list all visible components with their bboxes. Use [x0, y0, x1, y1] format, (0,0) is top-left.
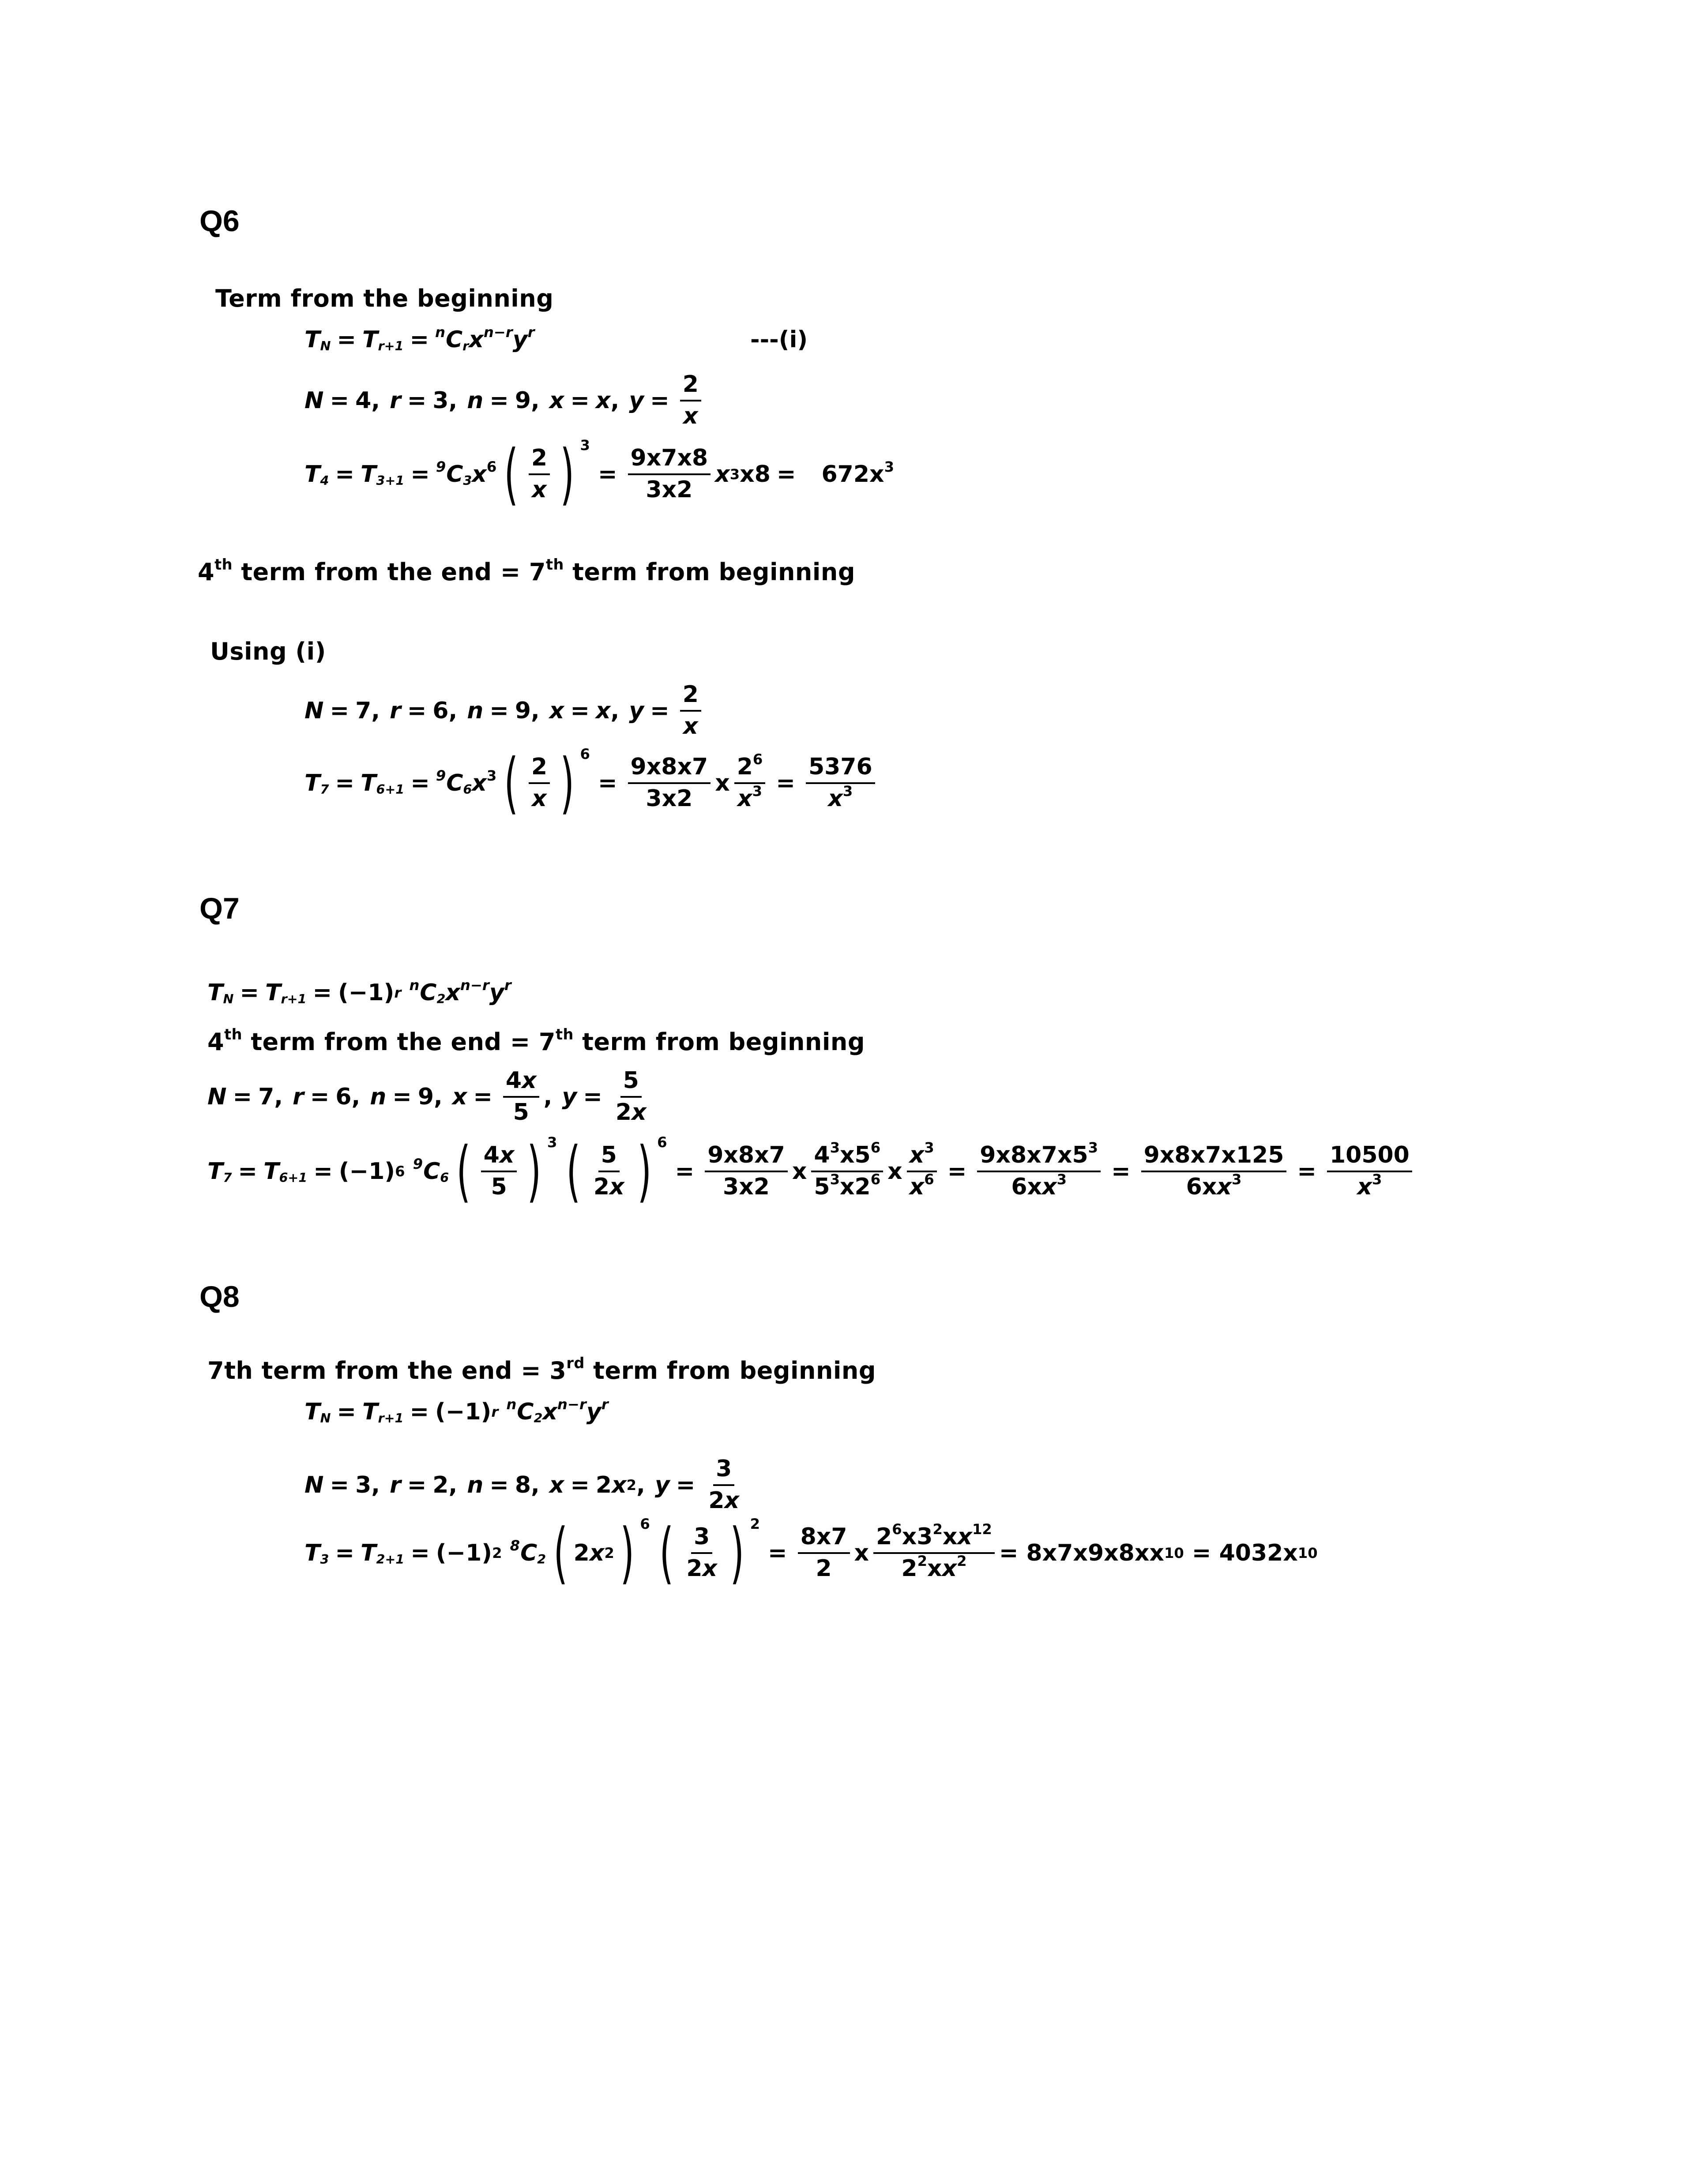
q6-general-term-formula: $T_N$ = $T_{r+1}$ = $^nC_rx^{n-r}y^r$ [305, 323, 535, 354]
q8-general-term-formula: $T_N$ = $T_{r+1}$ = (−1) r $^nC_2x^{n-r}y^r$ [305, 1396, 609, 1426]
q7-heading: Q7 [199, 892, 240, 925]
q6-t7-computation: $T_7$ = $T_{6+1}$ = $^9C_6x^3$ ( $\frac{2}{x}$ ) 6 = $\frac{9x8x7}{3x2}$ x $\frac{2^6}{x^3}$ = $\frac{5376}{x^3}$ [305, 750, 880, 816]
q6-t7-result: 5376 [806, 754, 875, 784]
q6-values-2: N = 7, r = 6, n = 9, x = x , y = $\frac{2}{x}$ [305, 682, 706, 740]
q6-values-1: N = 4, r = 3, n = 9, x = x , y = $\frac{2}{x}$ [305, 372, 706, 430]
q6-using-ref: Using (i) [210, 638, 326, 665]
q6-intro: Term from the beginning [215, 285, 554, 312]
q8-end-term-line: 7th term from the end = 3rd term from beginning [207, 1354, 876, 1385]
q7-t7-computation: $T_7$ = $T_{6+1}$ = (−1) 6 $^9C_6$ ( $\frac{4x}{5}$ ) 3 ( $\frac{5}{2x}$ ) 6 = $\frac{9x8x7}{3x2}$ x $\frac{4^3x5^6}{5^3x2^6}$ x $\frac{x^3}{x^6}$ = $\frac{9x8x7x5^3}{6xx^3}$ = $\frac{9x8x7x125}{6xx^3}$ = $\frac{10500}{x^3}$ [207, 1138, 1417, 1205]
q8-intermediate: = 8x7x9x8xx [999, 1540, 1164, 1566]
q7-general-term-formula: $T_N$ = $T_{r+1}$ = (−1) r $^nC_2x^{n-r}y^r$ [207, 976, 511, 1007]
q8-t3-computation: $T_3$ = $T_{2+1}$ = (−1) 2 $^8C_2$ ( 2 x 2 ) 6 ( $\frac{3}{2x}$ ) 2 = $\frac{8x7}{2}$ x $\frac{2^6x3^2xx^{12}}{2^2xx^2}$ = 8x7x9x8xx 10 = 4032x 10 [305, 1515, 1318, 1591]
q7-values: N = 7, r = 6, n = 9, x = $\frac{4x}{5}$ , y = $\frac{5}{2x}$ [207, 1067, 647, 1126]
q8-heading: Q8 [199, 1280, 240, 1313]
q8-result: = 4032x [1192, 1540, 1298, 1566]
q6-equation-ref: ---(i) [750, 326, 808, 353]
q6-heading: Q6 [199, 204, 240, 238]
q7-result: 10500 [1327, 1142, 1412, 1172]
q6-t4-result: 672x [821, 461, 884, 488]
q6-t4-computation: $T_4$ = $T_{3+1}$ = $^9C_3x^6$ ( $\frac{2}{x}$ ) 3 = $\frac{9x7x8}{3x2}$ x 3 x8 = $672x^3$ [305, 436, 895, 513]
q8-values: N = 3, r = 2, n = 8, x = 2 x 2 , y = $\frac{3}{2x}$ [305, 1456, 740, 1514]
q6-end-term-line: 4th term from the end = 7th term from beginning [198, 555, 855, 586]
q7-end-term-line: 4th term from the end = 7th term from beginning [207, 1025, 865, 1056]
